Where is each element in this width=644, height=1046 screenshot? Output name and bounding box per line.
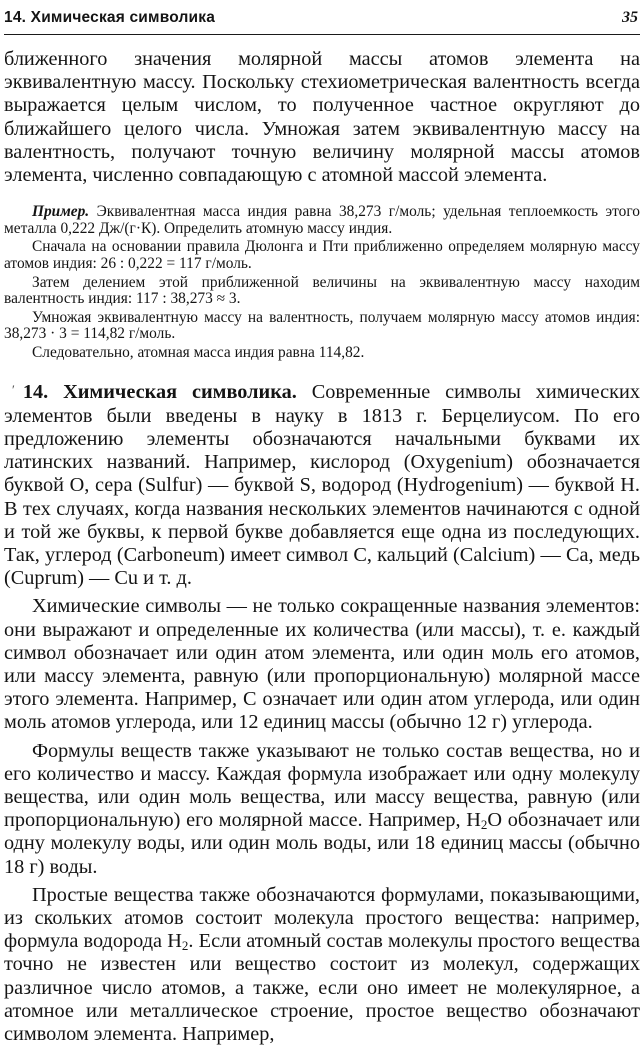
example-paragraph-2: Сначала на основании правила Дюлонга и Пти приближенно определяем молярную массу атомов индия: 26 : 0,222 = 117 г/моль. [4, 238, 640, 272]
section-paragraph-4 [4, 884, 640, 1046]
section-paragraph-3 [4, 740, 640, 879]
example-paragraph-5: Следовательно, атомная масса индия равна 114,82. [32, 343, 365, 361]
example-paragraph-3: Затем делением этой приближенной величины на эквивалентную массу находим валентность индия: 117 : 38,273 ≈ 3. [4, 273, 640, 308]
page-number: 35 [622, 9, 638, 26]
p4-text-b: . Если атомный состав молекулы простого вещества точно не известен или вещество состоит из молекул, содержащих различное число атомов, а также, если оно имеет не молекулярное, а атомное или металлическое строение, простое вещество обозначают символом элемента. Например, [4, 930, 640, 1046]
running-header [4, 6, 640, 35]
header-title: 14. Химическая символика [4, 9, 216, 26]
section-heading: 14. Химическая символика. [22, 380, 297, 403]
section-chemical-symbols [4, 381, 640, 1046]
p4-subscript: 2 [181, 938, 189, 954]
example-paragraph-4: Умножая эквивалентную массу на валентность, получаем молярную массу атомов индия: 38,273 · 3 = 114,82 г/моль. [4, 308, 640, 343]
section-paragraph-1 [4, 381, 640, 591]
p4-text-a: Простые вещества также обозначаются формулами, показывающими, из скольких атомов состоит молекула простого вещества: например, формула водорода Н [4, 883, 640, 953]
p3-text-b: О обозначает или одну молекулу воды, или один моль воды, или 18 единиц массы (обычно 18 г) воды. [4, 809, 640, 878]
section-paragraph-2: Химические символы — не только сокращенные названия элементов: они выражают и определенные их количества (или массы), т. е. каждый символ обозначает или один атом элемента, или один моль его атомов, или массу элемента, равную (или пропорциональную) молярной массе этого элемента. Например, С означает или один атом углерода, или один моль атомов углерода, или 12 единиц массы (обычно 12 г) углерода. [4, 595, 640, 734]
example-paragraph-1 [4, 204, 640, 237]
page-body [4, 48, 640, 1046]
margin-mark: ′ [12, 381, 15, 397]
intro-paragraph: ближенного значения молярной массы атомов элемента на эквивалентную массу. Поскольку стехиометрическая валентность всегда выражается целым числом, то полученное частное округляют до ближайшего целого числа. Умножая затем эквивалентную массу на валентность, получают точную величину молярной массы атомов элемента, численно совпадающую с атомной массой элемента. [4, 48, 640, 187]
example-text-1: Эквивалентная масса индия равна 38,273 г/моль; удельная теплоемкость этого металла 0,222 Дж/(г·К). Определить атомную массу индия. [4, 203, 640, 237]
p3-text-a: Формулы веществ также указывают не только состав вещества, но и его количество и массу. Каждая формула изображает или одну молекулу вещества, или один моль вещества, или массу вещества, равную (или пропорциональную) его молярной массе. Например, Н [4, 739, 640, 832]
example-lead: Пример. [32, 203, 90, 221]
p3-subscript: 2 [480, 817, 488, 833]
example-block [4, 204, 640, 361]
section-text-1: Современные символы химических элементов были введены в науку в 1813 г. Берцелиусом. По его предложению элементы обозначаются начальными буквами их латинских названий. Например, кислород (Oxygenium) обозначается буквой О, сера (Sulfur) — буквой S, водород (Hydrogenium) — буквой Н. В тех случаях, когда названия нескольких элементов начинаются с одной и той же буквы, к первой букве добавляется еще одна из последующих. Так, углерод (Carboneum) имеет символ С, кальций (Calcium) — Са, медь (Cuprum) — Cu и т. д. [4, 380, 640, 590]
